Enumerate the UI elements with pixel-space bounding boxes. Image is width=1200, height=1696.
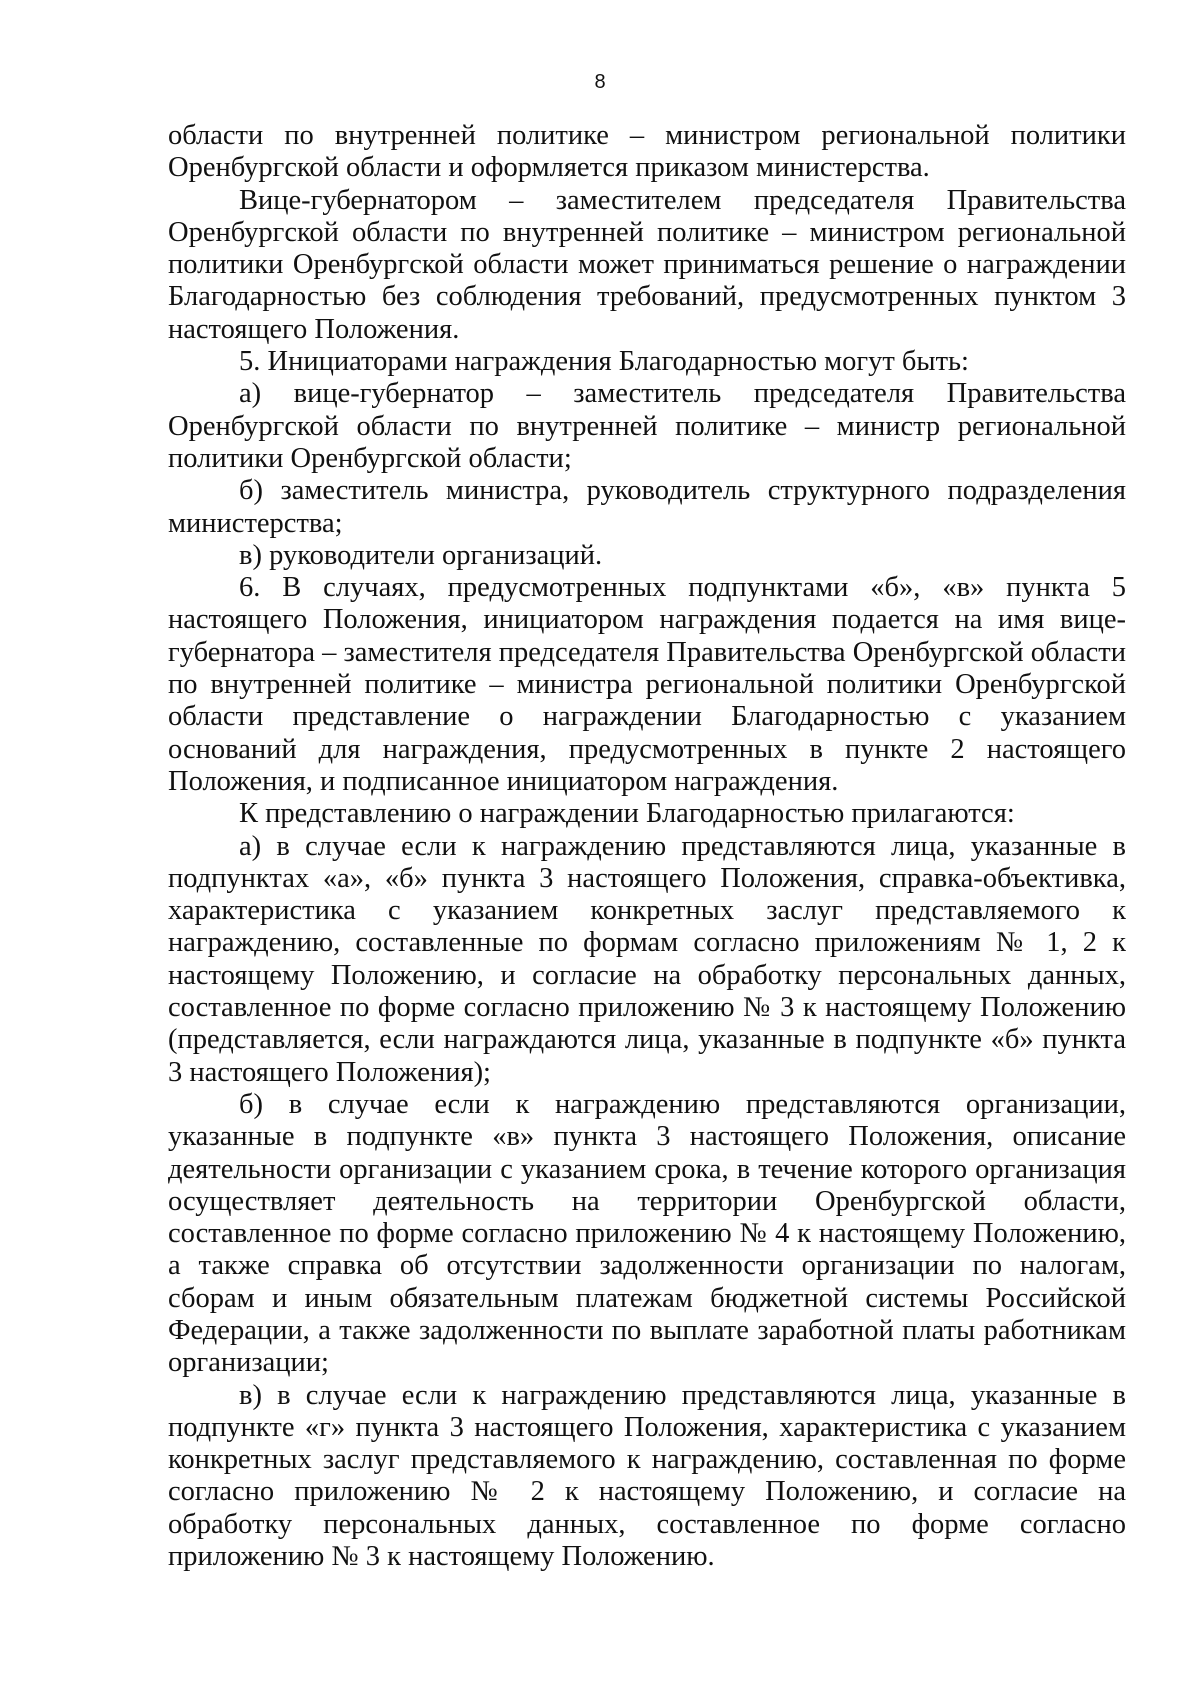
paragraph-item-5v: в) руководители организаций. [239, 539, 603, 571]
paragraph-attachment-v: в) в случае если к награждению представляются лица, указанные в подпункте «г» пункта 3 настоящего Положения, характеристика с указанием конкретных заслуг представляемого к награждению, составленная по форме согласно приложению № 2 к настоящему Положению, и согласие на обработку персональных данных, составленное по форме согласно приложению № 3 к настоящему Положению. [168, 1379, 1126, 1573]
paragraph-item-5a: а) вице-губернатор – заместитель председателя Правительства Оренбургской области по внутренней политике – министр региональной политики Оренбургской области; [168, 378, 1126, 474]
paragraph-continuation: области по внутренней политике – министром региональной политики Оренбургской области и оформляется приказом министерства. [168, 120, 1126, 184]
document-body [168, 120, 1126, 1573]
paragraph-item-5b: б) заместитель министра, руководитель структурного подразделения министерства; [168, 475, 1126, 539]
paragraph-attachment-b: б) в случае если к награждению представляются организации, указанные в подпункте «в» пункта 3 настоящего Положения, описание деятельности организации с указанием срока, в течение которого организация осуществляет деятельность на территории Оренбургской области, составленное по форме согласно приложению № 4 к настоящему Положению, а также справка об отсутствии задолженности организации по налогам, сборам и иным обязательным платежам бюджетной системы Российской Федерации, а также задолженности по выплате заработной платы работникам организации; [168, 1088, 1126, 1379]
paragraph-attachment-a: а) в случае если к награждению представляются лица, указанные в подпунктах «а», «б» пункта 3 настоящего Положения, справка-объективка, характеристика с указанием конкретных заслуг представляемого к награждению, составленные по формам согласно приложениям № 1, 2 к настоящему Положению, и согласие на обработку персональных данных, составленное по форме согласно приложению № 3 к настоящему Положению (представляется, если награждаются лица, указанные в подпункте «б» пункта 3 настоящего Положения); [168, 830, 1126, 1088]
page-number: 8 [594, 71, 606, 93]
paragraph-item-6: 6. В случаях, предусмотренных подпунктами «б», «в» пункта 5 настоящего Положения, инициатором награждения подается на имя вице-губернатора – заместителя председателя Правительства Оренбургской области по внутренней политике – министра региональной политики Оренбургской области представление о награждении Благодарностью с указанием оснований для награждения, предусмотренных в пункте 2 настоящего Положения, и подписанное инициатором награждения. [168, 572, 1126, 797]
paragraph-attachments-intro: К представлению о награждении Благодарностью прилагаются: [239, 798, 1015, 830]
paragraph-vice-governor-decision: Вице-губернатором – заместителем председателя Правительства Оренбургской области по внутренней политике – министром региональной политики Оренбургской области может приниматься решение о награждении Благодарностью без соблюдения требований, предусмотренных пунктом 3 настоящего Положения. [168, 184, 1126, 345]
paragraph-item-5: 5. Инициаторами награждения Благодарностью могут быть: [239, 346, 969, 378]
